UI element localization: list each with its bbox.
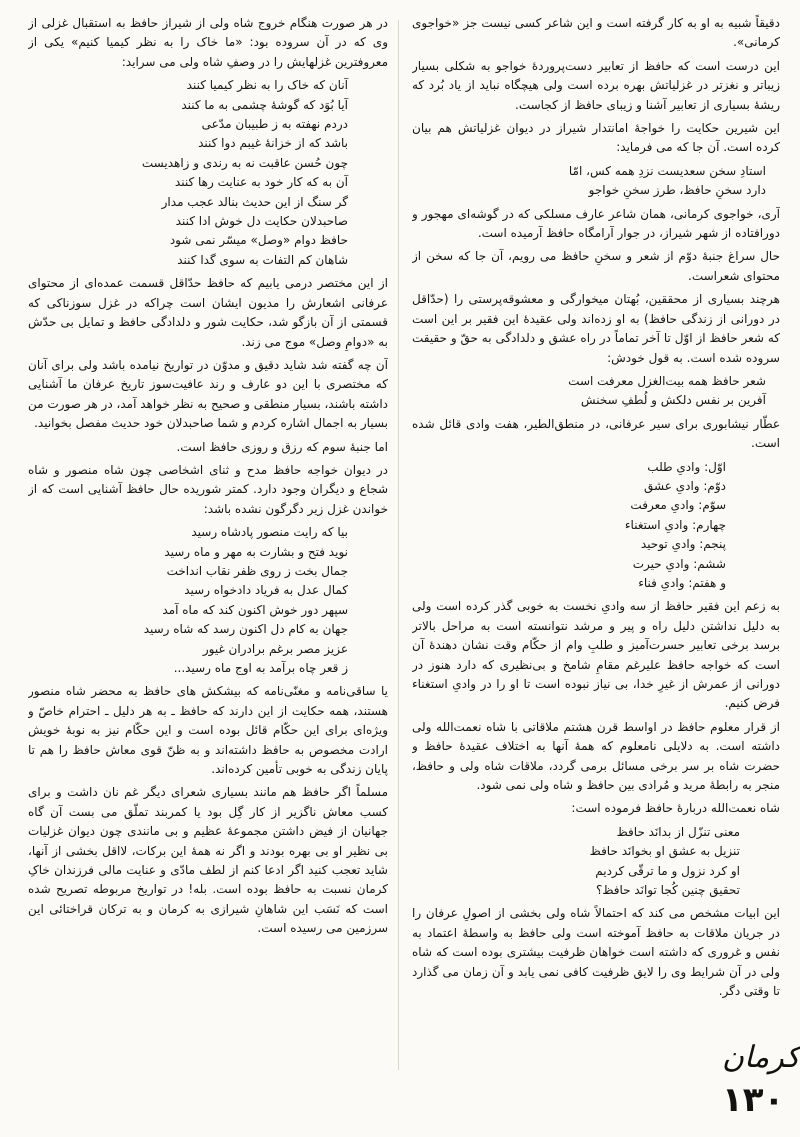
column-divider bbox=[398, 20, 399, 1070]
paragraph: شاه نعمت‌الله دربارهٔ حافظ فرموده است: bbox=[571, 801, 780, 816]
poem-line: نوید فتح و بشارت به مهر و ماه رسید bbox=[164, 544, 348, 559]
paragraph: حال سراغ جنبهٔ دوّم از شعر و سخنِ حافظ می رویم، آن جا که سخن از محتوای شعراست. bbox=[412, 249, 780, 283]
poem-line: عزیز مصر برغم برادران غیور bbox=[202, 641, 348, 656]
list-item: پنجم: وادیِ توحید bbox=[640, 537, 726, 552]
poem-line: دردم نهفته به ز طبیبان مدّعی bbox=[201, 117, 348, 132]
paragraph: این شیرین حکایت را خواجهٔ امانتدار شیراز در دیوان غزلیاتش هم بیان کرده است. آن جا که می فرماید: bbox=[412, 121, 780, 155]
poem-line: تحقیق چنین کُجا توانَد حافظ؟ bbox=[595, 883, 740, 898]
poem-line: آیا بُوَد که گوشهٔ چشمی به ما کنند bbox=[181, 97, 348, 112]
poem-block bbox=[28, 76, 388, 270]
seven-valleys-list bbox=[412, 458, 780, 594]
poem-block bbox=[412, 162, 780, 201]
poem-line: جمال بخت ز روی ظفر نقاب انداخت bbox=[166, 563, 348, 578]
paragraph: در هر صورت هنگام خروج شاه ولی از شیراز حافظ به استقبال غزلی از وی که در آن سروده بود: «ما خاک را به نظر کیمیا کنیم» یکی از معروفترین غزلهایش را در وصفِ شاه ولی می سراید: bbox=[28, 16, 388, 69]
list-item: ششم: وادیِ حیرت bbox=[632, 556, 726, 571]
list-item: دوّم: وادیِ عشق bbox=[644, 478, 726, 493]
poem-line: حافظ دوام «وصل» میسّر نمی شود bbox=[169, 233, 348, 248]
paragraph: این درست است که حافظ از تعابیر دست‌پروردهٔ خواجو به شکلی بسیار زیباتر و نغزتر در غزلیاتش بهره برده است ولی هیچگاه نباید از یاد بُرد که ریشهٔ بسیاری از تعابیر آشنا و زیبای حافظ از کجاست. bbox=[412, 58, 780, 112]
poem-block bbox=[412, 823, 780, 901]
list-item: سوّم: وادیِ معرفت bbox=[630, 498, 726, 513]
poem-line: سپهر دور خوش اکنون کند که ماه آمد bbox=[162, 602, 348, 617]
poem-line: دارد سخنِ حافظ، طرز سخنِ خواجو bbox=[588, 183, 766, 198]
paragraph: مسلماً اگر حافظ هم مانند بسیاری شعرای دیگر غم نان داشت و برای کسب معاش ناگزیر از کار گِل بود یا کمربند تملّق می بست آن گاه جهانیان از فیض داشتن مجموعهٔ عظیم و بی مانندی چون دیوان غزلیات بی نظیر او بی بهره بودند و اگر نه همهٔ این برکات، لااقل بخشی از آنها، شاید تعجب کنید اگر ادعا کنم از لطف مادّی و عنایت مالی فرزندان خاکِ کرمان نسبت به حافظ بوده است. بله! در تواریخ مربوطه تصریح شده است که نَسَب این شاهانِ شیرازی به کرمان و به ترکان قراختائی این سرزمین می رسیده است. bbox=[28, 785, 388, 936]
paragraph: از این مختصر درمی یابیم که حافظ حدّاقل قسمت عمده‌ای از محتوای عرفانی اشعارش را مدیون ایشان است چراکه در غزل سوزناکی که قسمتی از آن بازگو شد، حکایت شور و دلدادگی حافظ و تمایل بی حدّش به «دوامِ وصل» موج می زند. bbox=[28, 276, 388, 349]
right-text-column bbox=[412, 14, 780, 1084]
poem-line: آن به که کار خود به عنایت رها کنند bbox=[174, 175, 348, 190]
poem-line: شاهان کم التفات به سوی گدا کنند bbox=[177, 252, 348, 267]
poem-line: آنان که خاک را به نظر کیمیا کنند bbox=[186, 78, 348, 93]
brand-logo: کرمان bbox=[722, 1040, 800, 1075]
list-item: اوّل: وادیِ طلب bbox=[647, 459, 726, 474]
poem-line: آفرین بر نفس دلکش و لُطفِ سخنش bbox=[580, 393, 766, 408]
paragraph: هرچند بسیاری از محققین، بُهتان میخوارگی و معشوقه‌پرستی را (حدّاقل در دورانی از زندگی حافظ) به او زده‌اند ولی عقیدهٔ این فقیر بر این است که شعر حافظ از اوّل تا آخر تماماً در راه عشق و دلدادگی به حقّ و حقیقت سروده شده است. به قول خودش: bbox=[412, 292, 780, 365]
poem-line: استادِ سخن سعدیست نزدِ همه کس، امّا bbox=[568, 163, 766, 178]
paragraph: به زعم این فقیر حافظ از سه وادیِ نخست به خوبی گذر کرده است ولی به دلیل نداشتن دلیل راه و پیر و مرشد نتوانسته است به مراحل بالاتر برسد برخی تعابیر حسرت‌آمیز و طلبِ وام از حکّام وقت نشان دهندهٔ آن است که خواجه حافظ علیرغم مقامِ شامخ و بی‌نظیری که دارد هنوز در دورانی از عمرش از غیرِ خدا، بی نیاز نبوده است تا او را در وادیِ استغناء فرض کنیم. bbox=[412, 599, 780, 711]
paragraph: یا ساقی‌نامه و مغنّی‌نامه که بیشکش های حافظ به محضر شاه منصور هستند، همه حکایت از این دارند که حافظ ـ به هر دلیل ـ احترام خاصّ و ویژه‌ای برای این حکّام قائل بوده است و این حکّام نیز به نوبهٔ خویش ارادت مخصوص به حافظ داشته‌اند و به ظنّ قوی معاش حافظ را هم تا پایان زندگی به خوبی تأمین کرده‌اند. bbox=[28, 684, 388, 777]
poem-line: معنی تنزّل از بدانَد حافظ bbox=[616, 824, 740, 839]
list-item: و هفتم: وادیِ فناء bbox=[638, 575, 726, 590]
poem-line: گر سنگ از این حدیث بنالد عجب مدار bbox=[161, 194, 348, 209]
poem-line: باشد که از خزانهٔ غیبم دوا کنند bbox=[198, 136, 348, 151]
poem-line: شعر حافظ همه بیت‌الغزل معرفت است bbox=[568, 373, 766, 388]
poem-line: صاحبدلان حکایت دل خوش ادا کنند bbox=[175, 214, 348, 229]
poem-line: بیا که رایت منصور پادشاه رسید bbox=[191, 525, 348, 540]
paragraph: عطّار نیشابوری برای سیر عرفانی، در منطق‌الطیر، هفت وادی قائل شده است. bbox=[412, 416, 780, 451]
paragraph: آری، خواجوی کرمانی، همان شاعر عارف مسلکی که در گوشه‌ای مهجور و دورافتاده از شهر شیراز، در جوار آرامگاه حافظ آرمیده است. bbox=[412, 206, 780, 241]
page-number: ۱۳۰ bbox=[722, 1080, 785, 1120]
poem-block bbox=[412, 372, 780, 411]
poem-line: چون حُسن عاقبت نه به رندی و زاهدیست bbox=[141, 155, 348, 170]
poem-line: او کرد نزول و ما ترقّی کردیم bbox=[595, 863, 740, 878]
poem-line: ز قعر چاه برآمد به اوج ماه رسید... bbox=[173, 661, 348, 675]
paragraph: اما جنبهٔ سوم که رزق و روزی حافظ است. bbox=[176, 439, 388, 454]
poem-block bbox=[28, 523, 388, 678]
left-text-column bbox=[28, 14, 388, 1086]
paragraph: در دیوان خواجه حافظ مدح و ثنای اشخاصی چون شاه منصور و شاه شجاع و دیگران وجود دارد. کمتر شوریده حال حافظ آشنایی است که از خواندن غزل زیر دگرگون نشده باشد: bbox=[28, 462, 388, 516]
poem-line: جهان به کام دل اکنون رسد که شاه رسید bbox=[143, 622, 348, 637]
poem-line: کمال عدل به فریاد دادخواه رسید bbox=[184, 583, 348, 598]
paragraph: دقیقاً شبیه به او به کار گرفته است و این شاعر کسی نیست جز «خواجوی کرمانی». bbox=[412, 16, 780, 50]
poem-line: تنزیل به عشق او بخوانَد حافظ bbox=[589, 844, 740, 859]
list-item: چهارم: وادیِ استغناء bbox=[624, 517, 726, 532]
paragraph: از قرار معلوم حافظ در اواسط قرن هشتم ملاقاتی با شاه نعمت‌الله ولی داشته است. به دلایلی نامعلوم که همهٔ آنها به اختلاف عقیدهٔ حافظ و حضرت شاه بر سر برخی مسائل برمی گردد، ملاقات شاه ولی و حافظ، منجر به رابطهٔ مرید و مُرادی بین حافظ و شاه ولی نمی شود. bbox=[412, 719, 780, 793]
paragraph: این ابیات مشخص می کند که احتمالاً شاه ولی بخشی از اصولِ عرفان را در جریان ملاقات به حافظ آموخته است ولی حافظ به واسطهٔ اعتماد به نفس و غروری که داشته است خواهان ظرفیت بیشتری بوده است که شاه ولی در آن شرایط وی را لایق ظرفیت کافی نمی یابد و آن زمان می گذارد تا وقتی دگر. bbox=[412, 906, 780, 999]
paragraph: آن چه گفته شد شاید دقیق و مدوّن در تواریخ نیامده باشد ولی برای آنان که مختصری با این دو عارف و رند عافیت‌سوز تاریخ عرفان ما آشنایی داشته باشند، بسیار منطقی و صحیح به نظر خواهد آمد، در هر صورت من بسیار به اجمال اشاره کردم و شما صاحبدلان خود حدیث مفصل بخوانید. bbox=[28, 357, 388, 431]
